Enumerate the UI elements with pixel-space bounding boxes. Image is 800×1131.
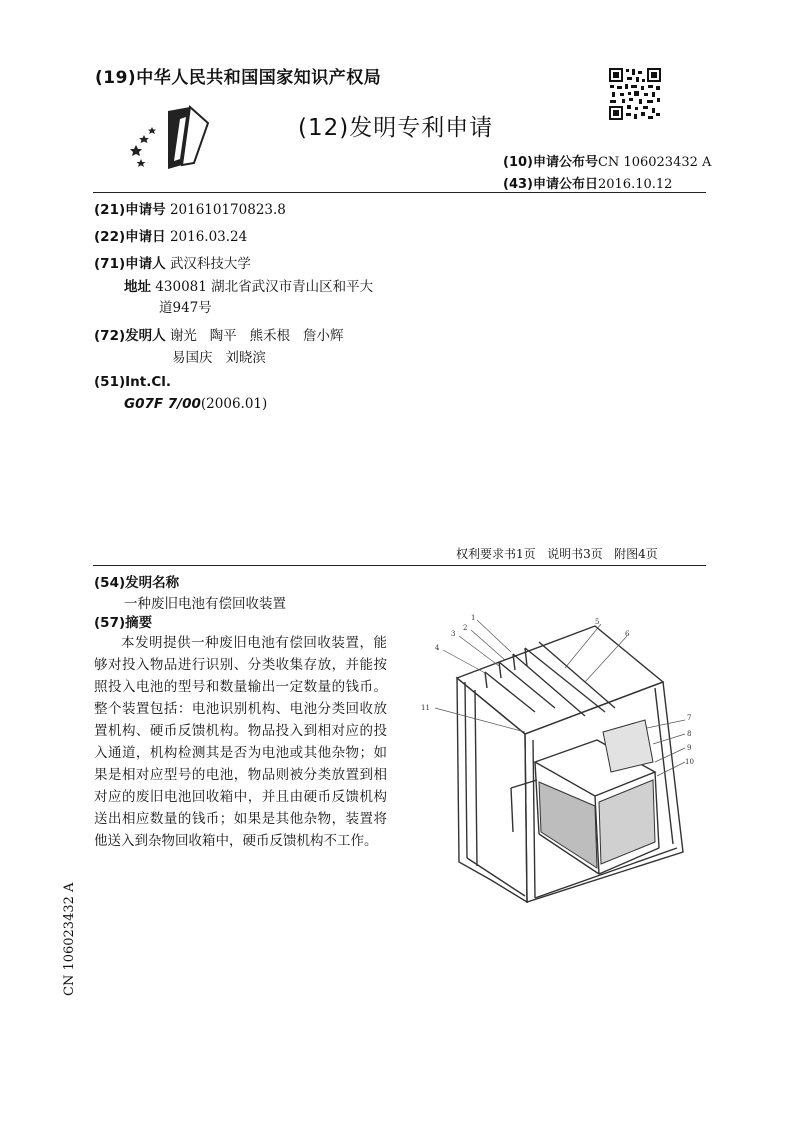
- abstract-body: [94, 632, 387, 852]
- application-number: 201610170823.8: [169, 202, 286, 218]
- applicant-row: [94, 252, 251, 272]
- qr-code-icon: [608, 67, 662, 121]
- invention-title: 一种废旧电池有偿回收装置: [124, 596, 286, 612]
- inventors-line-1: 谢光 陶平 熊禾根 詹小辉: [169, 328, 344, 344]
- drawing-label-11: 11: [421, 704, 430, 712]
- application-number-label: (21)申请号: [94, 202, 166, 218]
- inventors-row: [94, 324, 344, 344]
- intcl-code: G07F 7/00: [124, 396, 201, 412]
- drawing-label-6: 6: [625, 630, 630, 638]
- publication-date: 2016.10.12: [597, 177, 673, 192]
- intcl-classification: [124, 396, 267, 412]
- abstract-text: 本发明提供一种废旧电池有偿回收装置，能够对投入物品进行识别、分类收集存放，并能按照投入电池的型号和数量输出一定数量的钱币。整个装置包括：电池识别机构、电池分类回收放置机构、硬币反馈机构。物品投入到相对应的投入通道，机构检测其是否为电池或其他杂物；如果是相对应型号的电池，物品则被分类放置到相对应的废旧电池回收箱中，并且由硬币反馈机构送出相应数量的钱币；如果是其他杂物，装置将他送入到杂物回收箱中，硬币反馈机构不工作。: [94, 635, 387, 849]
- inventors-line-2: 易国庆 刘晓滨: [172, 350, 266, 366]
- application-date-label: (22)申请日: [94, 229, 166, 245]
- intcl-label: (51)Int.Cl.: [94, 374, 172, 390]
- section-divider: [93, 565, 706, 566]
- drawing-label-5: 5: [595, 618, 600, 626]
- patent-office-name: (19)中华人民共和国国家知识产权局: [95, 68, 382, 88]
- document-type-title: (12)发明专利申请: [298, 115, 494, 141]
- drawing-label-8: 8: [687, 730, 692, 738]
- drawing-label-10: 10: [685, 758, 694, 766]
- drawing-label-7: 7: [687, 714, 692, 722]
- device-drawing: [415, 612, 705, 914]
- applicant-label: (71)申请人: [94, 256, 166, 272]
- side-publication-number: CN 106023432 A: [62, 882, 77, 996]
- header-divider: [93, 192, 706, 193]
- address-line-1: 430081 湖北省武汉市青山区和平大: [155, 279, 374, 295]
- drawing-label-9: 9: [687, 744, 692, 752]
- page-count-info: 权利要求书1页 说明书3页 附图4页: [456, 547, 658, 561]
- publication-date-row: [503, 173, 672, 192]
- invention-title-label: (54)发明名称: [94, 575, 180, 591]
- intcl-version: (2006.01): [200, 396, 268, 412]
- publication-number-row: [503, 151, 711, 170]
- drawing-label-3: 3: [451, 630, 456, 638]
- address-row: [124, 275, 373, 295]
- application-date-row: [94, 225, 247, 245]
- publication-number-label: (10)申请公布号: [503, 155, 598, 170]
- inventors-label: (72)发明人: [94, 328, 166, 344]
- application-number-row: [94, 198, 286, 218]
- drawing-label-1: 1: [471, 614, 476, 622]
- drawing-label-4: 4: [435, 644, 440, 652]
- publication-number: CN 106023432 A: [597, 155, 712, 170]
- application-date: 2016.03.24: [169, 229, 248, 245]
- publication-date-label: (43)申请公布日: [503, 177, 598, 192]
- drawing-label-2: 2: [463, 624, 468, 632]
- abstract-label: (57)摘要: [94, 615, 153, 631]
- applicant-name: 武汉科技大学: [169, 256, 251, 272]
- address-line-2: 道947号: [159, 300, 212, 316]
- address-label: 地址: [124, 279, 151, 295]
- sipo-logo-icon: [130, 105, 220, 173]
